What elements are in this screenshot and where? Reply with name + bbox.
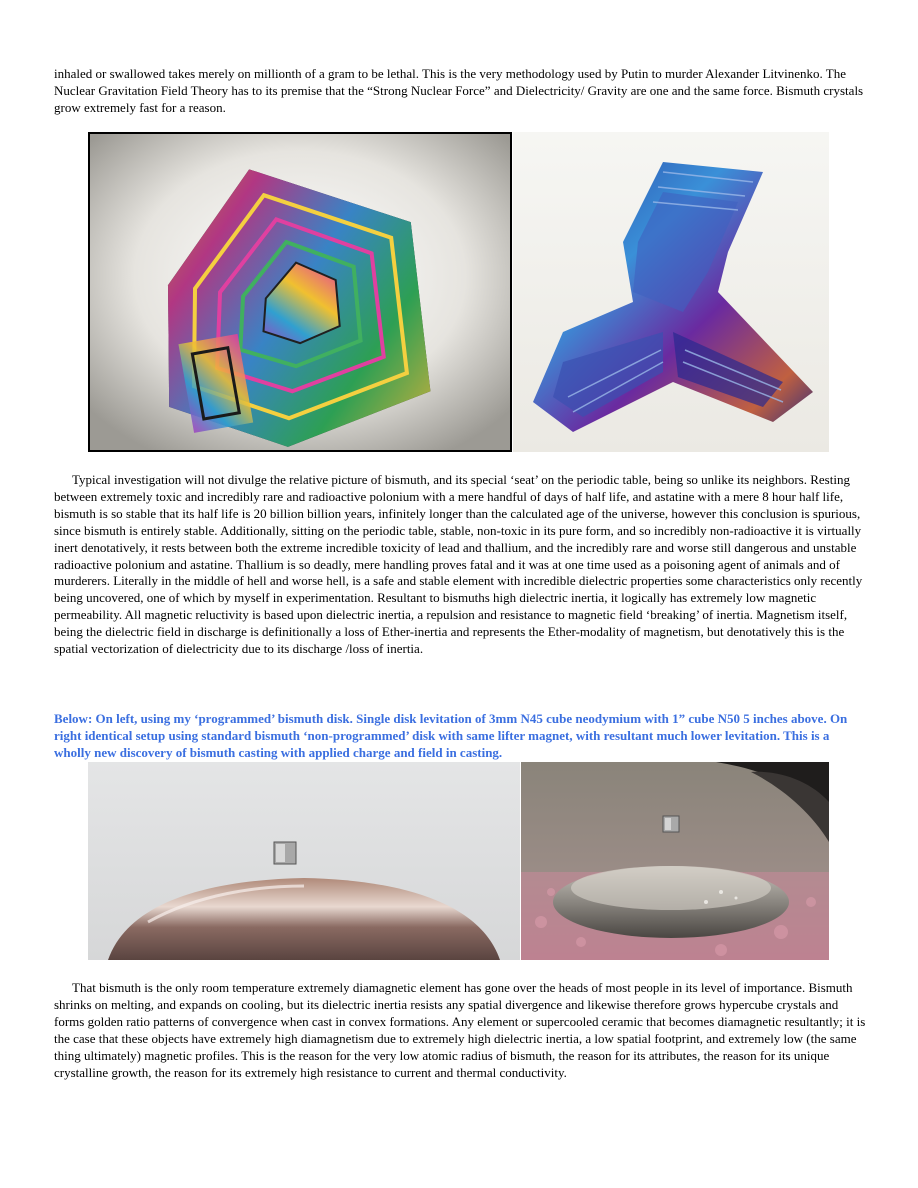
conclusion-paragraph: That bismuth is the only room temperature extremely diamagnetic element has gone over the heads of most people in its level of importance. Bismuth shrinks on melting, and expands on cooling, but its dielectric inertia resists any spatial divergence and likewise therefore grows hypercube crystals and forms golden ratio patterns of convergence when cast in convex formations. Any element or supercooled ceramic that becomes diamagnetic resultantly; it is the case that these objects have extremely high diamagnetism due to extremely high dielectric inertia, a low spatial footprint, and extremely low (the same thing ultimately) magnetic profiles. This is the reason for the very low atomic radius of bismuth, the reason for its attributes, the reason for its unique crystalline growth, the reason for its extremely high resistance to current and thermal conductivity. <box>54 980 866 1080</box>
programmed-disk-levitation-photo <box>88 762 520 960</box>
intro-paragraph: inhaled or swallowed takes merely on millionth of a gram to be lethal. This is the very methodology used by Putin to murder Alexander Litvinenko. The Nuclear Gravitation Field Theory has to its premise that the “Strong Nuclear Force” and Dielectricity/ Gravity are one and the same force. Bismuth crystals grow extremely fast for a reason. <box>54 66 864 115</box>
bismuth-crystal-photo-left <box>88 132 512 452</box>
investigation-paragraph: Typical investigation will not divulge the relative picture of bismuth, and its special ‘seat’ on the periodic table, being so unlike its neighbors. Resting between extremely toxic and incredibly rare and radioactive polonium with a mere handful of days of half life, and astatine with a mere 8 hour half life, bismuth is so stable that its half life is 20 billion billion years, infinitely longer than the calculated age of the universe, however this conclusion is spurious, since bismuth is entirely stable. Additionally, sitting on the periodic table, stable, non-toxic in its pure form, and so incredibly non-radioactive it is virtually inert denotatively, it rests between both the extreme incredible toxicity of lead and thallium, and the incredibly rare and worse still dangerous and unstable radioactive polonium and astatine. Thallium is so deadly, mere handling proves fatal and it was at one time used as a poisoning agent of animals and of murderers. Literally in the middle of hell and worse hell, is a safe and stable element with incredible dielectric properties some characteristics only recently being uncovered, one of which by myself in experimentation. Resultant to bismuths high dielectric inertia, it logically has extremely low magnetic permeability. All magnetic reluctivity is based upon dielectric inertia, a repulsion and resistance to magnetic field ‘breaking’ of inertia. Magnetism itself, being the dielectric field in discharge is definitionally a loss of Ether-inertia and represents the Ether-modality of magnetism, but denotatively this is the spatial vectorization of dielectricity due to its discharge /loss of inertia. <box>54 472 863 657</box>
levitation-caption: Below: On left, using my ‘programmed’ bismuth disk. Single disk levitation of 3mm N45 cube neodymium with 1” cube N50 5 inches above. On right identical setup using standard bismuth ‘non-programmed’ disk with same lifter magnet, with resultant much lower levitation. This is a wholly new discovery of bismuth casting with applied charge and field in casting. <box>54 711 848 760</box>
bismuth-crystal-photo-right <box>513 132 829 452</box>
standard-disk-levitation-photo <box>521 762 829 960</box>
